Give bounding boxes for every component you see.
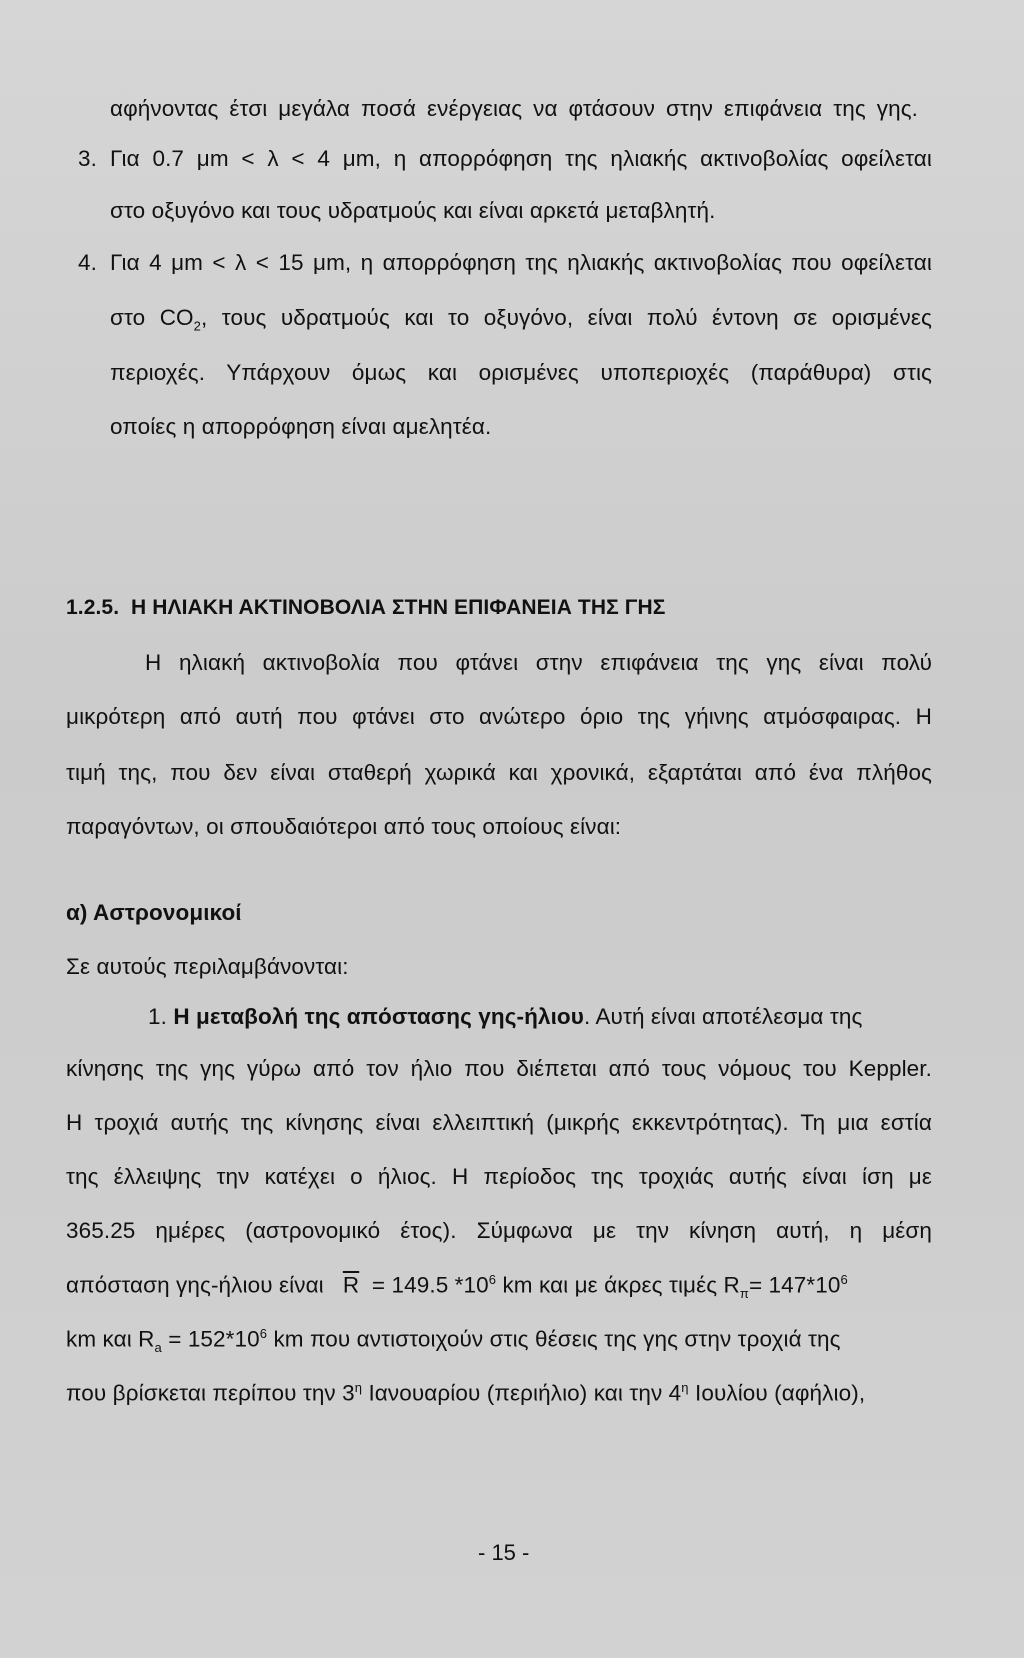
factor1-line3: Η τροχιά αυτής της κίνησης είναι ελλειπτική (μικρής εκκεντρότητας). Τη μια εστία — [66, 1110, 932, 1135]
item3-number: 3. — [78, 146, 97, 171]
factor1-line1: 1. Η μεταβολή της απόστασης γης-ήλιου. Αυτή είναι αποτέλεσμα της — [148, 1004, 863, 1029]
section-number: 1.2.5. — [66, 596, 120, 619]
section-heading — [66, 596, 665, 620]
section-title: Η ΗΛΙΑΚΗ ΑΚΤΙΝΟΒΟΛΙΑ ΣΤΗΝ ΕΠΙΦΑΝΕΙΑ ΤΗΣ ΓΗΣ — [131, 596, 666, 619]
perihelion-aphelion-dates-line: που βρίσκεται περίπου την $3^\eta$ Ιανουαρίου (περιήλιο) και την $4^\eta$ Ιουλίου (αφήλιο), — [66, 1380, 866, 1406]
includes-line: Σε αυτούς περιλαμβάνονται: — [66, 954, 349, 979]
item3-line1: Για 0.7 μm < λ < 4 μm, η απορρόφηση της ηλιακής ακτινοβολίας οφείλεται — [110, 146, 932, 171]
item4-line3: περιοχές. Υπάρχουν όμως και ορισμένες υποπεριοχές (παράθυρα) στις — [110, 360, 932, 385]
factor1-number: 1. — [148, 1004, 167, 1029]
list-continuation-line: αφήνοντας έτσι μεγάλα ποσά ενέργειας να φτάσουν στην επιφάνεια της γης. — [110, 96, 918, 121]
subsection-astronomical: α) Αστρονομικοί — [66, 900, 242, 925]
intro-line-2: μικρότερη από αυτή που φτάνει στο ανώτερο όριο της γήινης ατμόσφαιρας. Η — [66, 704, 932, 729]
factor1-title: Η μεταβολή της απόστασης γης-ήλιου — [173, 1004, 584, 1029]
mean-distance-symbol: $\overline{R}$ — [342, 1272, 360, 1298]
factor1-line5: 365.25 ημέρες (αστρονομικό έτος). Σύμφωνα με την κίνηση αυτή, η μέση — [66, 1218, 932, 1243]
aphelion-line: km και $R_a = 152*10^6$ km που αντιστοιχούν στις θέσεις της γης στην τροχιά της — [66, 1326, 841, 1355]
distance-line: απόσταση γης-ήλιου είναι $\overline{R} = 149.5$ $*10^6$ km και με άκρες τιμές $R_\pi= 147*10^6$ — [66, 1272, 848, 1301]
item4-line4: οποίες η απορρόφηση είναι αμελητέα. — [110, 414, 492, 439]
factor1-line4: της έλλειψης την κατέχει ο ήλιος. Η περίοδος της τροχιάς αυτής είναι ίση με — [66, 1164, 932, 1189]
bleed-through-text — [70, 396, 930, 398]
intro-line-3: τιμή της, που δεν είναι σταθερή χωρικά και χρονικά, εξαρτάται από ένα πλήθος — [66, 760, 932, 785]
item4-line2: στο $CO_2$, τους υδρατμούς και το οξυγόνο, είναι πολύ έντονη σε ορισμένες — [110, 305, 932, 334]
item4-line1: Για 4 μm < λ < 15 μm, η απορρόφηση της ηλιακής ακτινοβολίας που οφείλεται — [110, 250, 932, 275]
intro-line-4: παραγόντων, οι σπουδαιότεροι από τους οποίους είναι: — [66, 814, 622, 839]
page-number: - 15 - — [478, 1540, 530, 1565]
intro-line-1: Η ηλιακή ακτινοβολία που φτάνει στην επιφάνεια της γης είναι πολύ — [145, 650, 932, 675]
item4-number: 4. — [78, 250, 97, 275]
factor1-line2: κίνησης της γης γύρω από τον ήλιο που διέπεται από τους νόμους του Keppler. — [66, 1056, 932, 1081]
item3-line2: στο οξυγόνο και τους υδρατμούς και είναι αρκετά μεταβλητή. — [110, 198, 716, 223]
